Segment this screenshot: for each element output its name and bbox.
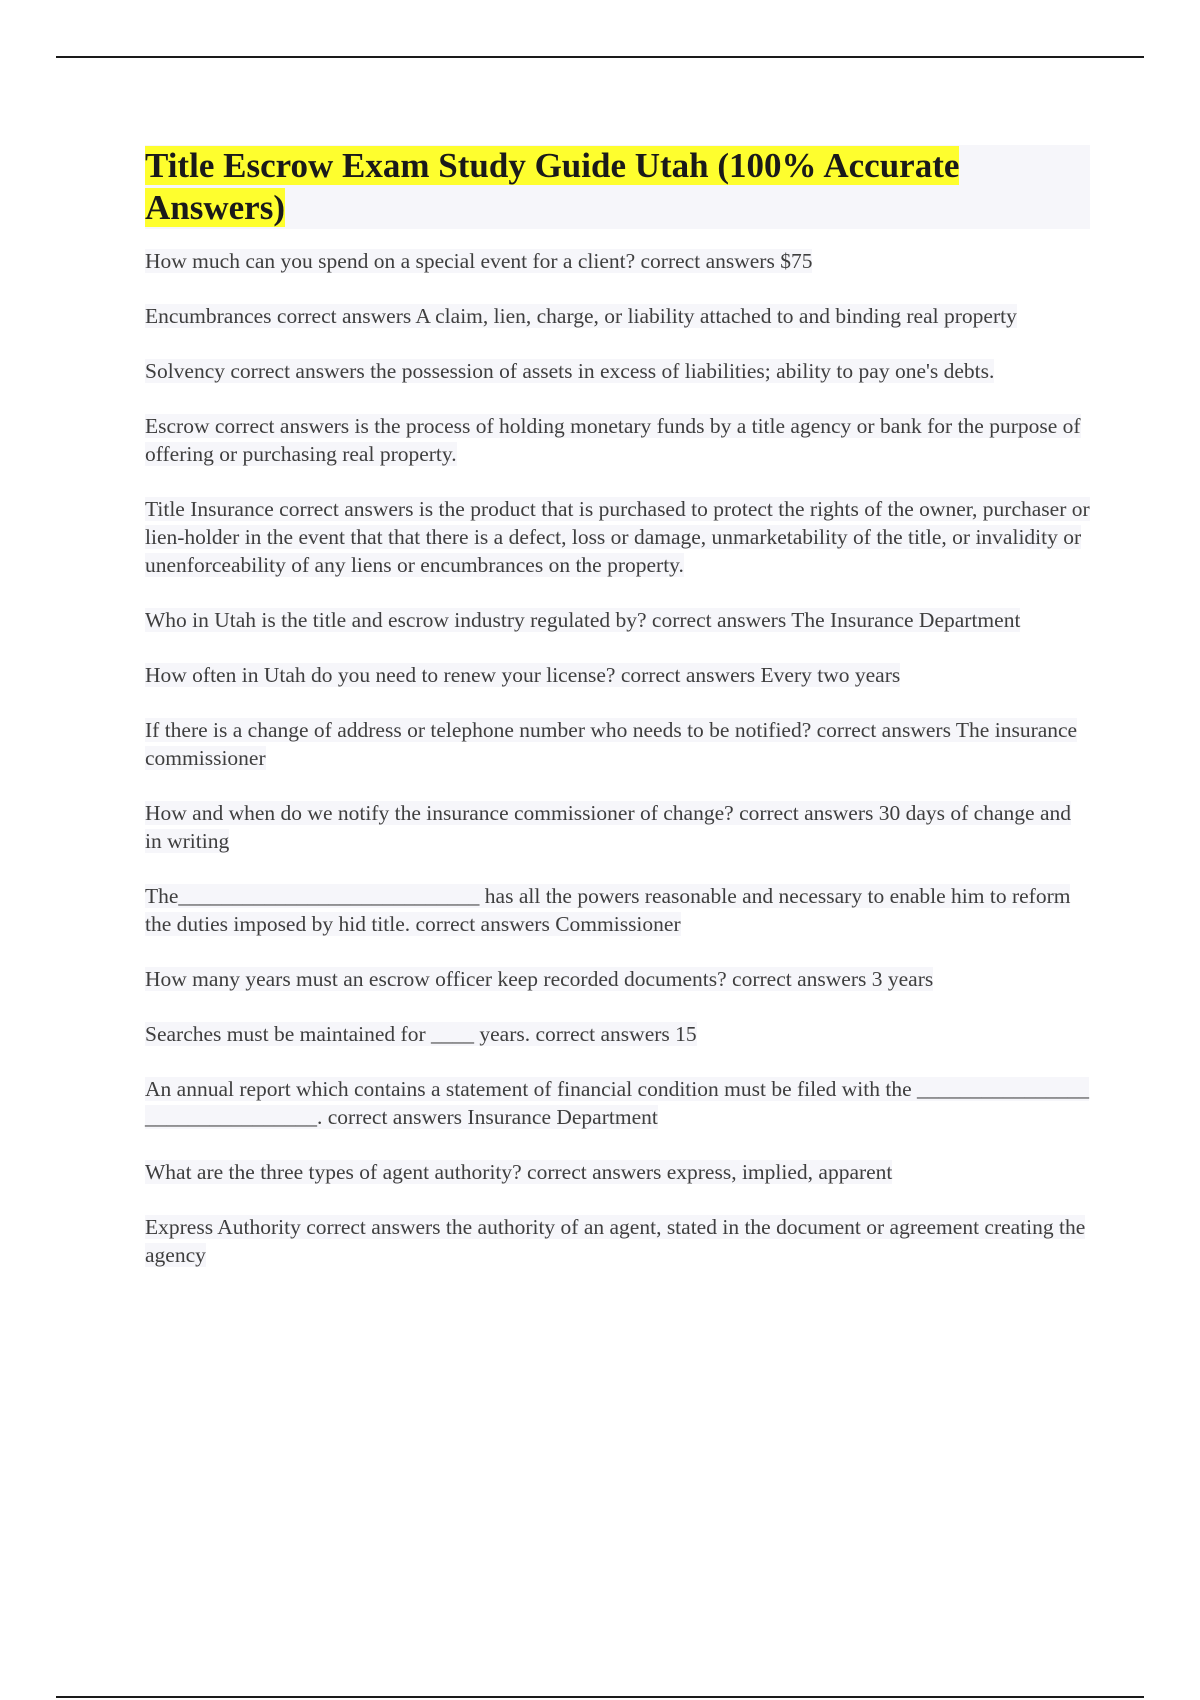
qa-item-text: How many years must an escrow officer keep recorded documents? correct answers 3 years [145,967,934,991]
qa-item [145,1213,1090,1269]
qa-item-text: If there is a change of address or telephone number who needs to be notified? correct answers The insurance commissioner [145,718,1078,770]
qa-item-text: Express Authority correct answers the authority of an agent, stated in the document or agreement creating the agency [145,1215,1086,1267]
qa-item [145,1020,1090,1048]
qa-item [145,302,1090,330]
qa-item [145,247,1090,275]
qa-item [145,357,1090,385]
qa-item-text: Solvency correct answers the possession of assets in excess of liabilities; ability to pay one's debts. [145,359,995,383]
qa-item [145,716,1090,772]
document-title [145,145,1090,229]
qa-item-text: Encumbrances correct answers A claim, lien, charge, or liability attached to and binding real property [145,304,1017,328]
qa-item [145,661,1090,689]
qa-item [145,1158,1090,1186]
qa-item-text: The____________________________ has all the powers reasonable and necessary to enable him to reform the duties imposed by hid title. correct answers Commissioner [145,884,1071,936]
qa-item [145,1075,1090,1131]
qa-item-text: How much can you spend on a special event for a client? correct answers $75 [145,249,813,273]
qa-item-text: What are the three types of agent authority? correct answers express, implied, apparent [145,1160,893,1184]
bottom-rule [56,1696,1144,1698]
qa-item [145,882,1090,938]
qa-item-text: Escrow correct answers is the process of holding monetary funds by a title agency or bank for the purpose of offering or purchasing real property. [145,414,1081,466]
qa-item [145,799,1090,855]
document-title-text: Title Escrow Exam Study Guide Utah (100% Accurate Answers) [145,146,960,227]
title-block [145,145,1090,229]
qa-item-text: An annual report which contains a statement of financial condition must be filed with the ________________ ________________. correct answers Insurance Department [145,1077,1089,1129]
qa-item [145,965,1090,993]
qa-item [145,412,1090,468]
qa-item-text: How often in Utah do you need to renew your license? correct answers Every two years [145,663,901,687]
document-body [145,145,1090,1296]
qa-item [145,495,1090,579]
qa-item [145,606,1090,634]
qa-item-text: Title Insurance correct answers is the product that is purchased to protect the rights of the owner, purchaser or lien-holder in the event that that there is a defect, loss or damage, unmarketability of the title, or invalidity or unenforceability of any liens or encumbrances on the property. [145,497,1090,577]
qa-item-text: How and when do we notify the insurance commissioner of change? correct answers 30 days of change and in writing [145,801,1071,853]
top-rule [56,56,1144,58]
qa-item-text: Searches must be maintained for ____ years. correct answers 15 [145,1022,697,1046]
qa-item-text: Who in Utah is the title and escrow industry regulated by? correct answers The Insurance Department [145,608,1021,632]
